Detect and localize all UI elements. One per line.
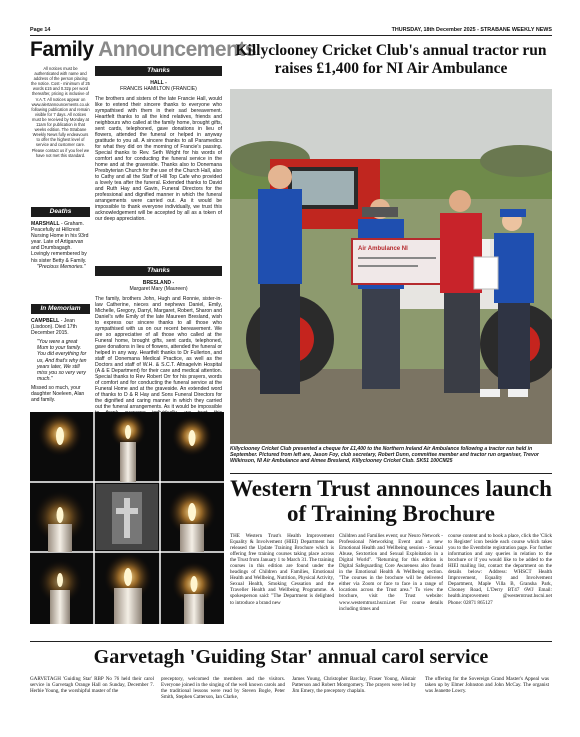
in-memoriam-closing: Missed so much, your daughter Noeleen, Alan and family. xyxy=(31,384,85,404)
in-memoriam-bar: In Memoriam xyxy=(31,304,90,314)
carol-col-1: GARVETAGH 'Guiding Star' RBP No 76 held their carol service in Garvetagh Orange Hall on Sunday, December 7. Herbie Young, the worshipful master of the xyxy=(30,676,154,695)
carol-headline: Garvetagh 'Guiding Star' annual carol service xyxy=(93,646,489,668)
thanks-bresland-subheading: Margaret Mary (Maureen) xyxy=(129,286,188,292)
thanks-bresland-heading: BRESLAND - xyxy=(142,280,175,286)
date-line: THURSDAY, 18th December 2025 - STRABANE WEEKLY NEWS xyxy=(391,27,552,33)
thanks-bar-2: Thanks xyxy=(95,266,222,276)
section-title-grey: Announcements xyxy=(98,38,257,61)
deaths-bar: Deaths xyxy=(31,207,90,217)
notice-box: All notices must be authenticated with name and address of the person placing the notice. Cost - minimum of 25 words £15 and 0.32p per word thereafter, pricing is inclusive of V.A.T. All notices appear on www.alertannouncements.co.uk following publication and remain visible for 7 days. All notices must be received by Monday at 11am for publication in that weeks edition. The Strabane Weekly News fully endeavours to offer the highest level of service and customer care. Please contact us if you feel we have not met this standard. xyxy=(31,66,90,158)
in-memoriam-verse: "You were a great Mum to your family. You did everything for us, And that's why ten years later, We still miss you so very very much." xyxy=(37,339,87,382)
thanks-bresland-body: The family, brothers John, Hugh and Ronnie, sister-in-law Catherine, nieces and nephews Daniel, Emily, Michelle, Gregory, Darryl, Margaret, Robert, Sharon and Daniel's wife Emily of the late Maureen Bresland, wish to express our sincere thanks to all those who sympathised with us on our recent bereavement. We are so appreciative of all those who called at the Funeral home, brought gifts, sent cards, telephoned, gave donations in lieu of flowers, attended the funeral or helped in any way. Heartfelt thanks to Dr Fullerton, and staff of Donemana Medical Practice, as well as the Doctors and staff of W.H. & S.C.T. Altnagelvin Hospital (A & E Department) for their care and medical attention. Special thanks to Rev Robert Orr for his prayers, words of comfort and for conducting the funeral service at the Funeral Home and at the graveside. An extended word of thanks to D & R Hay and Sons Funeral Directors for the dignified and caring manner in which they carried out the funeral arrangements. As it would be impossible xyxy=(95,296,222,410)
western-trust-col-3: course content and to book a place, click the 'Click to Register' icon beside each course which takes you to the Eventbrite registration page. For further information and any queries in relation to the brochure or if you would like to be added to the HIEI mailing list, contact the department on the details below: Address: WHSCT Health Improvement, Equality and Involvement Department, Maple Villa B, Gransha Park, Clooney Road, L'Derry BT47 6WJ Email: health.improvement @westerntrust.hscni.net Phone: 02871 865127 xyxy=(448,533,552,606)
divider-western-trust xyxy=(230,473,552,474)
carol-col-3: James Young, Christopher Barclay, Fraser Young, Alistair Patterson and Robert Montgomery. The prayers were led by Jim Emery, the preceptory chaplain. xyxy=(292,676,416,695)
deaths-verse: "Precious Memories." xyxy=(37,263,86,270)
in-memoriam-name: CAMPBELL xyxy=(31,318,60,324)
page-number: Page 14 xyxy=(30,27,51,33)
page-header xyxy=(30,26,552,36)
thanks-hall-body: The brothers and sisters of the late Francie Hall, would like to extend their sincere thanks to everyone who sympathised with them in their sad bereavement. Heartfelt thanks to all the kind relatives, friends and neighbours who called at the family home, brought gifts, sent cards, telephoned, gave donations in lieu of flowers, attended the funeral or helped in anyway gratitude to you all. A sincere thanks to all Paramedics for what they did on the morning of Francie's passing. Special thanks to Rev. Seth Wright for his words of comfort and for conducting the funeral service in the home and at the graveside. Thanks also to Donemana Presbyterian Church for the use of the Church Hall, also to Cathy and all the Staff of Hill Top Cafe who provided a lovely tea after the funeral. Extended thanks to David and Ruth Hay and Gavin, Funeral Directors for the professional and dignified manner in which the funeral arrangements were carried out. As it would be impossible to thank everyone individually, we trust this acknowledgement will be accepted by all as a token of our deep appreciation. xyxy=(95,96,222,222)
thanks-hall-heading: HALL - xyxy=(150,80,167,86)
carol-col-4: The offering for the Sovereign Grand Master's Appeal was taken up by Elmer Johnston and John McCay. The organist was Jeanette Lowry. xyxy=(425,676,549,695)
western-trust-headline: Western Trust announces launch of Training Brochure xyxy=(230,476,552,526)
deaths-name: MARSHALL xyxy=(31,221,60,227)
deaths-text: - Graham. Peacefully at Hillcrest Nursing Home in his 93rd year. Late of Artigarvan and Drumbagagh. Lovingly remembered by his sister Betty & Family. xyxy=(31,221,89,264)
candles-image xyxy=(30,412,224,624)
cricket-photo xyxy=(230,89,552,444)
candles-illustration xyxy=(30,412,224,624)
thanks-hall-subheading: FRANCIS HAMILTON (FRANCIE) xyxy=(120,86,197,92)
section-title-bold: Family xyxy=(30,38,94,61)
cricket-photo-caption: Killyclooney Cricket Club presented a cheque for £1,400 to the Northern Ireland Air Ambulance following a tractor run held in September. Pictured from left are, Jason Foy, club secretary, Robert Dunn, committee member and tractor run organiser, Trevor Wilkinson, NI Air Ambulance and Aimee Bresland, Killyclooney Cricket Club. SK51 100CM25 xyxy=(230,446,539,464)
in-memoriam-text: - Jean (Lisdoon). Died 17th December 2015. xyxy=(31,318,77,337)
cricket-photo-illustration xyxy=(230,89,552,444)
section-title xyxy=(30,38,256,62)
thanks-notice-hall xyxy=(95,80,222,262)
in-memoriam-notice xyxy=(31,318,90,410)
carol-col-2: preceptory, welcomed the members and the visitors. Everyone joined in the singing of the well known carols and the traditional lessons were read by Steven Bogle, Peter Smith, Stephen Catterson, Ian Clarke, xyxy=(161,676,285,701)
western-trust-col-1: THE Western Trust's Health Improvement Equality & Involvement (HIEI) Department has released the Update Training Brochure which is offering free training courses taking place across the Trust from January 1 to March 31. The training courses in this edition are found under the headings of Children and Families, Emotional Health and Wellbeing, Nutrition, Physical Activity, Sexual Health, Smoking Cessation and the Traveller Health and Wellbeing Programme. A spokesperson said: "The Department is delighted to introduce a brand new xyxy=(230,533,334,606)
deaths-notice xyxy=(31,221,90,301)
cricket-headline: Killyclooney Cricket Club's annual tractor run raises £1,400 for NI Air Ambulance xyxy=(235,42,547,77)
thanks-bar-1: Thanks xyxy=(95,66,222,76)
divider-carol xyxy=(30,641,552,642)
western-trust-col-2: Children and Families event; our Neuro Network - Professional Networking Event and a new Emotional Health and Wellbeing session - Sexual Abuse, Sextortion and Sexual Exploitation in a Digital World". "Returning for this edition is Digital Safeguarding Core Awareness also found in the Emotional Health & Wellbeing section. "The courses in the brochure will be delivered either via Zoom or face to face in a range of locations across the Trust area." To view the brochure, visit the Trust website: www.westerntrust.hscni.net For course details including times and xyxy=(339,533,443,612)
cheque-text: Air Ambulance NI xyxy=(358,246,408,252)
